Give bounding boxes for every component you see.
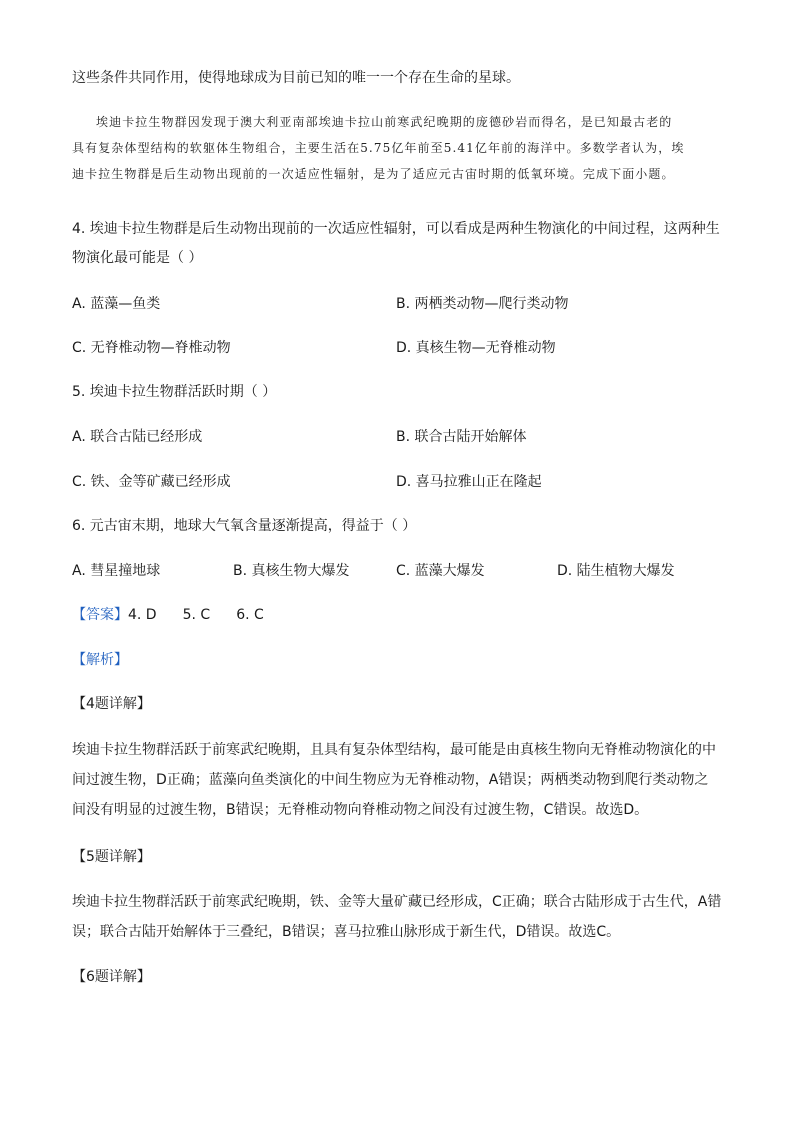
question-5-stem: 5. 埃迪卡拉生物群活跃时期（ ）	[72, 384, 277, 400]
reading-passage	[72, 109, 722, 187]
question-6-stem: 6. 元古宙末期，地球大气氧含量逐渐提高，得益于（ ）	[72, 518, 417, 534]
detail-4-line-1: 埃迪卡拉生物群活跃于前寒武纪晚期，且具有复杂体型结构，最可能是由真核生物向无脊椎动物演化的中	[72, 742, 716, 758]
question-4-stem-line-2: 物演化最可能是（ ）	[72, 250, 203, 266]
detail-4-line-2: 间过渡生物，D正确；蓝藻向鱼类演化的中间生物应为无脊椎动物，A错误；两栖类动物到爬行类动物之	[72, 772, 709, 788]
answer-line	[72, 605, 264, 625]
question-5-option-c: C. 铁、金等矿藏已经形成	[72, 474, 231, 490]
detail-4-tag: 【4题详解】	[72, 696, 151, 712]
passage-line-1: 埃迪卡拉生物群因发现于澳大利亚南部埃迪卡拉山前寒武纪晚期的庞德砂岩而得名，是已知最古老的	[96, 115, 673, 129]
answer-tag: 【答案】	[72, 607, 128, 623]
detail-6-tag: 【6题详解】	[72, 969, 151, 985]
question-4-option-a: A. 蓝藻—鱼类	[72, 296, 161, 312]
question-6-option-a: A. 彗星撞地球	[72, 563, 161, 579]
intro-line: 这些条件共同作用，使得地球成为目前已知的唯一一个存在生命的星球。	[72, 70, 520, 86]
passage-line-2: 具有复杂体型结构的软躯体生物组合，主要生活在5.75亿年前至5.41亿年前的海洋中。多数学者认为，埃	[72, 141, 685, 155]
answer-4: 4. D	[128, 607, 157, 623]
question-4-stem-line-1: 4. 埃迪卡拉生物群是后生动物出现前的一次适应性辐射，可以看成是两种生物演化的中间过程，这两种生	[72, 221, 720, 237]
question-4-option-b: B. 两栖类动物—爬行类动物	[396, 296, 569, 312]
detail-5-line-1: 埃迪卡拉生物群活跃于前寒武纪晚期，铁、金等大量矿藏已经形成，C正确；联合古陆形成于古生代，A错	[72, 894, 722, 910]
detail-5-line-2: 误；联合古陆开始解体于三叠纪，B错误；喜马拉雅山脉形成于新生代，D错误。故选C。	[72, 924, 621, 940]
question-6-option-b: B. 真核生物大爆发	[233, 563, 350, 579]
question-5-option-a: A. 联合古陆已经形成	[72, 429, 203, 445]
detail-5-tag: 【5题详解】	[72, 849, 151, 865]
question-4-option-d: D. 真核生物—无脊椎动物	[396, 340, 556, 356]
detail-4-line-3: 间没有明显的过渡生物，B错误；无脊椎动物向脊椎动物之间没有过渡生物，C错误。故选D。	[72, 802, 649, 818]
analysis-tag: 【解析】	[72, 652, 128, 668]
answer-5: 5. C	[182, 607, 211, 623]
answer-6: 6. C	[236, 607, 264, 623]
question-6-option-c: C. 蓝藻大爆发	[396, 563, 485, 579]
passage-line-3: 迪卡拉生物群是后生动物出现前的一次适应性辐射，是为了适应元古宙时期的低氧环境。完成下面小题。	[72, 167, 675, 181]
question-4-option-c: C. 无脊椎动物—脊椎动物	[72, 340, 231, 356]
question-5-option-d: D. 喜马拉雅山正在隆起	[396, 474, 542, 490]
question-6-option-d: D. 陆生植物大爆发	[557, 563, 675, 579]
question-5-option-b: B. 联合古陆开始解体	[396, 429, 527, 445]
detail-4-text	[72, 735, 722, 825]
detail-5-text	[72, 887, 722, 947]
